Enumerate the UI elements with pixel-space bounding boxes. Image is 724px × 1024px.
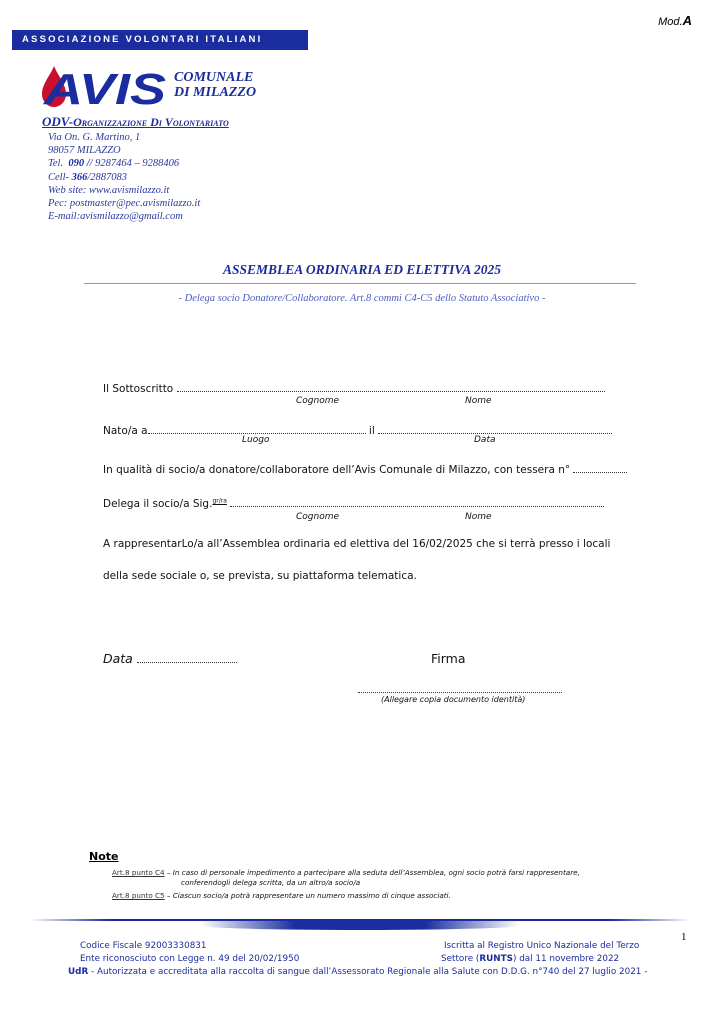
note-item: Art.8 punto C5 – Ciascun socio/a potrà rappresentare un numero massimo di cinque associati. bbox=[112, 891, 451, 900]
note-ref: Art.8 punto C4 bbox=[112, 868, 165, 877]
page-number: 1 bbox=[681, 931, 687, 943]
module-letter: A bbox=[682, 13, 692, 28]
email-line: E-mail:avismilazzo@gmail.com bbox=[48, 211, 183, 223]
footer-iscritta: Iscritta al Registro Unico Nazionale del Terzo bbox=[444, 941, 640, 951]
address-line: Via On. G. Martino, 1 bbox=[48, 132, 141, 143]
rappresentar-text: A rappresentarLo/a all’Assemblea ordinaria ed elettiva del 16/02/2025 che si terrà presso i locali bbox=[103, 538, 611, 550]
footer-cf: Codice Fiscale 92003330831 bbox=[80, 941, 207, 951]
data-nascita-blank[interactable] bbox=[378, 424, 612, 434]
footer-band bbox=[200, 921, 520, 930]
luogo-caption: Luogo bbox=[242, 435, 270, 445]
footer-settore: Settore (RUNTS) dal 11 novembre 2022 bbox=[441, 954, 620, 964]
logo-text: AVIS bbox=[42, 65, 166, 108]
cognome-caption: Cognome bbox=[296, 512, 340, 522]
web-line: Web site: www.avismilazzo.it bbox=[48, 184, 170, 196]
sottoscritto-field: Il Sottoscritto bbox=[103, 382, 605, 395]
title-divider bbox=[84, 283, 636, 284]
notes-heading: Note bbox=[89, 850, 119, 863]
cognome-caption: Cognome bbox=[296, 396, 340, 406]
footer-ente: Ente riconosciuto con Legge n. 49 del 20/02/1950 bbox=[80, 954, 300, 964]
note-item: Art.8 punto C4 – In caso di personale impedimento a partecipare alla seduta dell’Assemblea, ogni socio potrà farsi rappresentare, conferendogli delega scritta, da un altro/a socio/a bbox=[112, 868, 580, 887]
comunale-label: COMUNALE DI MILAZZO bbox=[174, 70, 257, 100]
cell-line: Cell- 366/2887083 bbox=[48, 171, 128, 183]
data-blank[interactable] bbox=[137, 653, 237, 663]
delega-blank[interactable] bbox=[230, 497, 604, 507]
sede-text: della sede sociale o, se prevista, su piattaforma telematica. bbox=[103, 570, 417, 582]
nome-caption: Nome bbox=[465, 396, 492, 406]
odv-label: ODV-Organizzazione Di Volontariato bbox=[42, 114, 229, 129]
pec-line: Pec: postmaster@pec.avismilazzo.it bbox=[48, 198, 201, 210]
address-line: 98057 MILAZZO bbox=[48, 145, 121, 157]
contact-block bbox=[48, 131, 200, 223]
nato-blank[interactable] bbox=[148, 424, 366, 434]
allegare-note: (Allegare copia documento identità) bbox=[381, 695, 526, 704]
avis-logo bbox=[40, 64, 168, 108]
firma-label: Firma bbox=[431, 651, 466, 666]
tel-line: Tel. 090 // 9287464 – 9288406 bbox=[48, 158, 180, 170]
nome-caption: Nome bbox=[465, 512, 492, 522]
footer-udr: UdR - Autorizzata e accreditata alla raccolta di sangue dall’Assessorato Regionale alla Salute con D.D.G. n°740 del 27 luglio 2021 - bbox=[68, 967, 648, 977]
data-caption: Data bbox=[474, 435, 496, 445]
association-banner: ASSOCIAZIONE VOLONTARI ITALIANI SANGUE bbox=[12, 30, 308, 50]
sottoscritto-blank[interactable] bbox=[177, 382, 605, 392]
document-title: ASSEMBLEA ORDINARIA ED ELETTIVA 2025 bbox=[222, 262, 502, 277]
document-subtitle: - Delega socio Donatore/Collaboratore. Art.8 commi C4-C5 dello Statuto Associativo - bbox=[178, 293, 546, 304]
delega-field: Delega il socio/a Sig.$^{gr/ra}$ bbox=[103, 497, 604, 510]
tessera-blank[interactable] bbox=[573, 463, 627, 473]
data-field: Data bbox=[103, 651, 237, 666]
nato-field: Nato/a a il bbox=[103, 424, 612, 437]
module-code: Mod.A bbox=[658, 13, 692, 28]
qualita-field: In qualità di socio/a donatore/collaboratore dell’Avis Comunale di Milazzo, con tessera n° bbox=[103, 463, 627, 476]
note-ref: Art.8 punto C5 bbox=[112, 891, 165, 900]
